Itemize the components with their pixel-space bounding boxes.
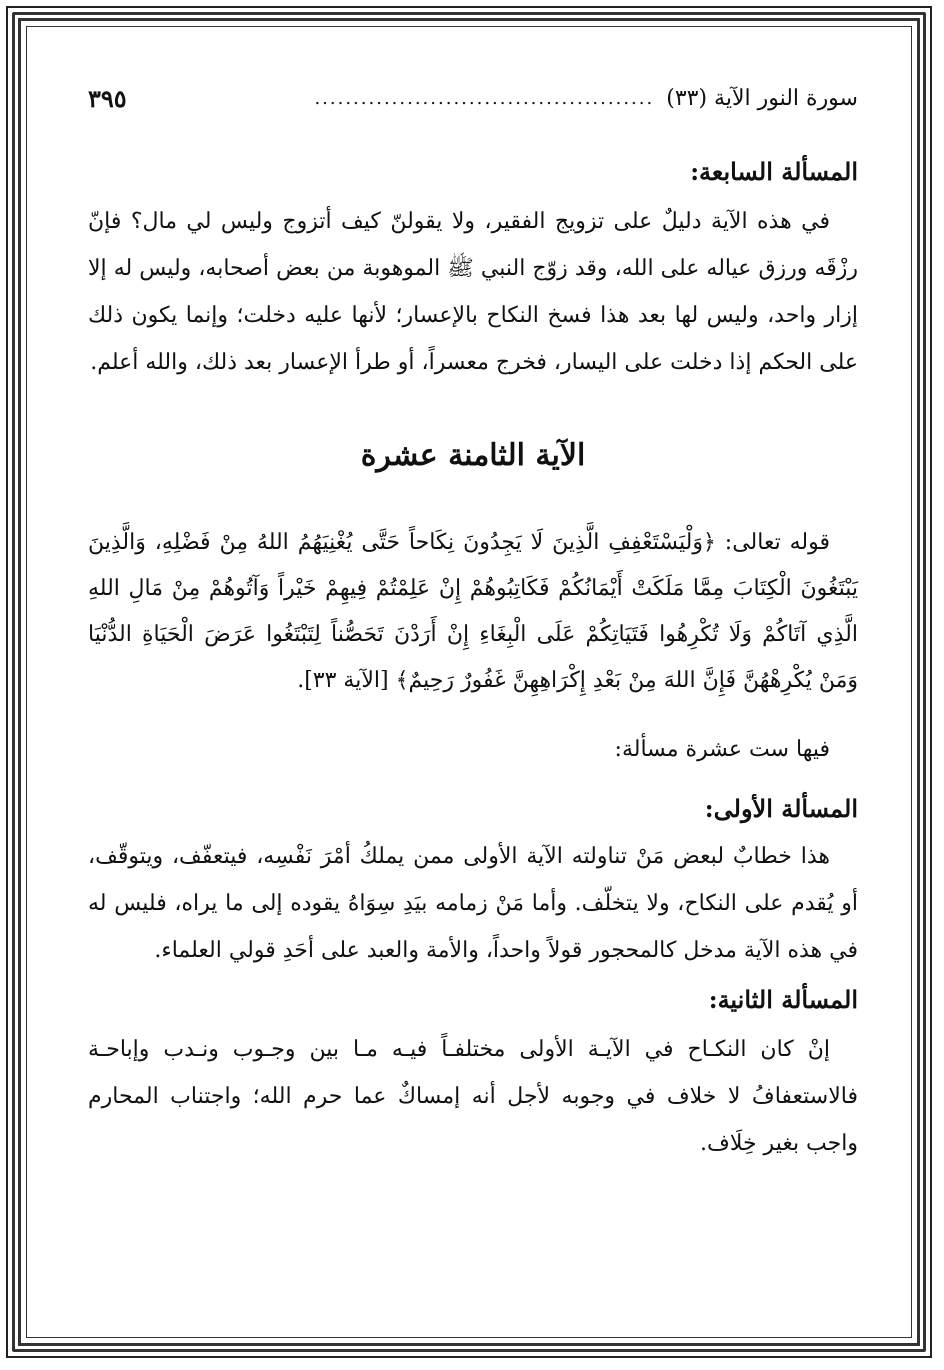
ayah-title: الآية الثامنة عشرة (360, 438, 586, 473)
ayah-text: قوله تعالى: ﴿وَلْيَسْتَعْفِفِ الَّذِينَ لَا يَجِدُونَ نِكَاحاً حَتَّى يُغْنِيَهُمُ اللهُ مِنْ فَضْلِهِ، وَالَّذِينَ يَبْتَغُونَ الْكِتَابَ مِمَّا مَلَكَتْ أَيْمَانُكُمْ فَكَاتِبُوهُمْ إِنْ عَلِمْتُمْ فِيهِمْ خَيْراً وَآتُوهُمْ مِنْ مَالِ اللهِ الَّذِي آتَاكُمْ وَلَا تُكْرِهُوا فَتَيَاتِكُمْ عَلَى الْبِغَاءِ إِنْ أَرَدْنَ تَحَصُّناً لِتَبْتَغُوا عَرَضَ الْحَيَاةِ الدُّنْيَا وَمَنْ يُكْرِهْهُنَّ فَإِنَّ اللهَ مِنْ بَعْدِ إِكْرَاهِهِنَّ غَفُورٌ رَحِيمٌ﴾ [الآية ٣٣]. (88, 530, 858, 693)
section-text-7: في هذه الآية دليلٌ على تزويج الفقير، ولا يقولنّ كيف أتزوج وليس لي مال؟ فإنّ رزْقَه ورزق عياله على الله، وقد زوّج النبي ﷺ الموهوبة من بعض أصحابه، وليس له إلا إزار واحد، وليس لها بعد هذا فسخ النكاح بالإعسار؛ لأنها عليه دخلت؛ وإنما يكون ذلك على الحكم إذا دخلت على اليسار، فخرج معسراً، أو طرأ الإعسار بعد ذلك، والله أعلم. (88, 209, 858, 375)
questions-intro: فيها ست عشرة مسألة: (614, 737, 830, 762)
page-content (88, 78, 858, 1167)
section-heading-1: المسألة الأولى: (704, 794, 858, 823)
section-heading-2: المسألة الثانية: (708, 985, 858, 1014)
running-title: سورة النور الآية (٣٣) (666, 85, 858, 111)
section-text-1: هذا خطابٌ لبعض مَنْ تناولته الآية الأولى ممن يملكُ أمْرَ نَفْسِه، فيتعفّف، ويتوقّف، أو يُقدم على النكاح، ولا يتخلّف. وأما مَنْ زمامه بيَدِ سِوَاهُ يقوده إلى ما يراه، فليس له في هذه الآية مدخل كالمحجور قولاً واحداً، والأمة والعبد على أحَدِ قولي العلماء. (88, 844, 858, 963)
page-number: ٣٩٥ (88, 83, 127, 113)
section-heading-7: المسألة السابعة: (690, 157, 858, 186)
section-text-2: إنْ كان النكـاح في الآيـة الأولى مختلفـاً فيـه مـا بين وجـوب ونـدب وإباحـة فالاستعفافُ لا خلاف في وجوبه لأجل أنه إمساكٌ عما حرم الله؛ واجتناب المحارم واجب بغير خِلَاف. (88, 1037, 858, 1156)
running-header (88, 78, 858, 118)
leader-dots: ............................................ (314, 87, 655, 109)
